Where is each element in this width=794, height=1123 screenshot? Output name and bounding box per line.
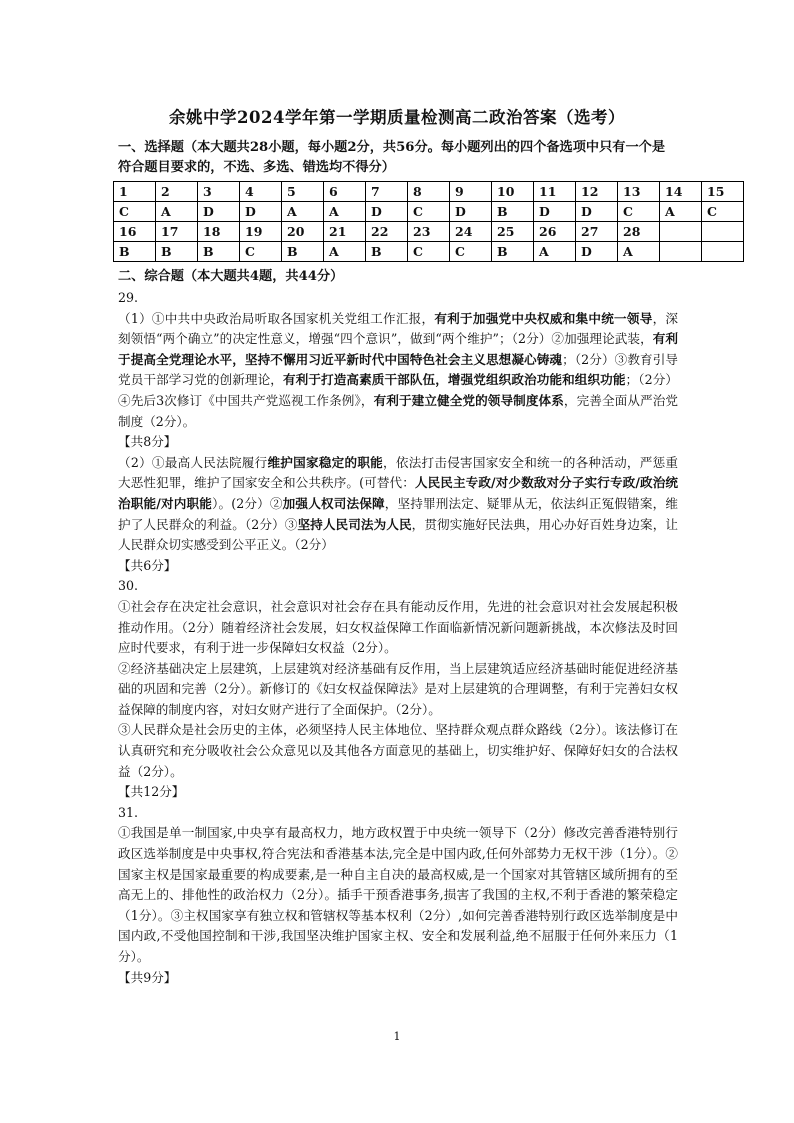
answer-text: ；（2分）④先后3次修订《中国共产党巡视工作条例》， [118,372,679,408]
question-number-cell: 6 [324,182,366,202]
q29-part2-answer [118,453,678,556]
answer-cell: A [156,202,198,222]
section-1-heading: 一、选择题（本大题共28小题，每小题2分，共56分。每小题列出的四个备选项中只有一个是符合题目要求的，不选、多选、错选均不得分） [118,140,666,175]
answer-cell: C [408,202,450,222]
q30-point1: ①社会存在决定社会意识，社会意识对社会存在具有能动反作用，先进的社会意识对社会发展起积极推动作用。（2分）随着经济社会发展，妇女权益保障工作面临新情况新问题新挑战，本次修法及时回应时代要求，有利于进一步保障妇女权益（2分）。 [118,598,678,656]
answer-cell: B [492,202,534,222]
q30-point2: ②经济基础决定上层建筑，上层建筑对经济基础有反作用，当上层建筑适应经济基础时能促进经济基础的巩固和完善（2分）。新修订的《妇女权益保障法》是对上层建筑的合理调整，有利于完善妇女权益保障的制度内容，对妇女财产进行了全面保护。（2分）。 [118,660,678,717]
question-number-cell: 3 [198,182,240,202]
question-number-cell: 14 [660,182,702,202]
answer-cell: D [576,242,618,262]
question-number-cell: 28 [618,222,660,242]
key-point: 人民民主专政/对少数敌对分子实行专政/政治统治职能/对内职能 [118,475,678,511]
answer-table [113,181,744,262]
answer-cell: D [198,202,240,222]
answer-cell: D [366,202,408,222]
answer-cell: C [702,202,744,222]
answer-cell: D [576,202,618,222]
question-number-cell: 20 [282,222,324,242]
question-number: 30. [118,578,139,594]
answer-cell: C [114,202,156,222]
answer-cell [702,242,744,262]
answer-text: ，深刻领悟“两个确立”的决定性意义，增强“四个意识”，做到“两个维护”；（2分）②加强理论武装， [118,310,679,347]
question-number-row [114,222,744,242]
answer-text: （2）①最高人民法院履行 [118,454,268,470]
answer-cell: B [492,242,534,262]
question-number-cell: 26 [534,222,576,242]
question-number-cell: 15 [702,182,744,202]
answer-cell: C [618,202,660,222]
answer-text: （1）①中共中央政治局听取各国家机关党组工作汇报， [118,310,435,326]
key-point: 有利于打造高素质干部队伍，增强党组织政治功能和组织功能 [282,372,626,388]
answer-text: ，完善全面从严治党制度（2分）。 [118,392,679,429]
question-number-cell: 24 [450,222,492,242]
answer-cell: A [660,202,702,222]
answer-cell: D [534,202,576,222]
answer-cell: A [324,242,366,262]
question-number-cell: 2 [156,182,198,202]
answer-cell: B [198,242,240,262]
answer-text: ）。(2分）② [212,495,283,511]
answer-cell [660,242,702,262]
key-point: 有利于提高全党理论水平，坚持不懈用习近平新时代中国特色社会主义思想凝心铸魂 [118,331,679,367]
q30-point3: ③人民群众是社会历史的主体，必须坚持人民主体地位、坚持群众观点群众路线（2分）。该法修订在认真研究和充分吸收社会公众意见以及其他各方面意见的基础上，切实维护好、保障好妇女的合法权益（2分）。 [118,722,678,779]
q29-part2-total: 【共6分】 [118,557,177,573]
question-number-row [114,182,744,202]
key-point: 维护国家稳定的职能 [267,454,384,470]
answer-text: ，贯彻实施好民法典，用心办好百姓身边案，让人民群众切实感受到公平正义。（2分） [118,516,679,553]
key-point: 加强人权司法保障 [282,495,385,511]
answer-cell: A [534,242,576,262]
question-number-cell: 1 [114,182,156,202]
question-number-cell: 12 [576,182,618,202]
question-number-cell: 18 [198,222,240,242]
key-point: 有利于加强党中央权威和集中统一领导 [434,310,653,326]
answer-text: ，坚持罪刑法定、疑罪从无，依法纠正冤假错案，维护了人民群众的利益。（2分）③ [118,495,678,532]
question-number-cell: 11 [534,182,576,202]
question-number-cell: 8 [408,182,450,202]
answer-cell: B [282,242,324,262]
q29-part1-total: 【共8分】 [118,434,177,450]
question-number-cell: 9 [450,182,492,202]
question-number-cell: 16 [114,222,156,242]
answer-row [114,202,744,222]
key-point: 坚持人民司法为人民 [297,516,412,532]
answer-text: ，依法打击侵害国家安全和统一的各种活动，严惩重大恶性犯罪，维护了国家安全和公共秩序。(可替代： [118,454,679,491]
answer-cell: C [240,242,282,262]
question-number-cell: 27 [576,222,618,242]
question-number-cell: 22 [366,222,408,242]
question-number-cell [660,222,702,242]
question-number-cell: 17 [156,222,198,242]
question-number: 31. [118,804,139,820]
answer-cell: C [450,242,492,262]
question-number: 29. [118,290,139,305]
question-number-cell: 10 [492,182,534,202]
question-number-cell: 5 [282,182,324,202]
page-title: 余姚中学2024学年第一学期质量检测高二政治答案（选考） [169,108,625,127]
question-number-cell [702,222,744,242]
key-point: 有利于建立健全党的领导制度体系 [373,392,564,408]
answer-row [114,242,744,262]
question-number-cell: 21 [324,222,366,242]
question-number-cell: 25 [492,222,534,242]
question-number-cell: 7 [366,182,408,202]
question-number-cell: 4 [240,182,282,202]
q30-total: 【共12分】 [118,784,185,800]
q29-part1-answer [118,309,678,433]
question-number-cell: 13 [618,182,660,202]
question-number-cell: 23 [408,222,450,242]
question-29 [118,288,678,988]
answer-cell: A [618,242,660,262]
answer-cell: B [366,242,408,262]
answer-cell: A [282,202,324,222]
page-number: 1 [393,1030,401,1043]
answer-cell: B [114,242,156,262]
answer-cell: D [240,202,282,222]
answer-cell: A [324,202,366,222]
q31-total: 【共9分】 [118,969,177,985]
section-2-heading: 二、综合题（本大题共4题，共44分） [118,269,344,284]
answer-text: ；（2分）③教育引导党员干部学习党的创新理论， [118,351,679,388]
answer-cell: C [408,242,450,262]
q31-answer: ①我国是单一制国家,中央享有最高权力，地方政权置于中央统一领导下（2分）修改完善香港特别行政区选举制度是中央事权,符合宪法和香港基本法,完全是中国内政,任何外部势力无权干涉（1分）。②国家主权是国家最重要的构成要素,是一种自主自决的最高权威,是一个国家对其管辖区域所拥有的至高无上的、排他性的政治权力（2分）。插手干预香港事务,损害了我国的主权,不利于香港的繁荣稳定（1分）。③主权国家享有独立权和管辖权等基本权利（2分）,如何完善香港特别行政区选举制度是中国内政,不受他国控制和干涉,我国坚决维护国家主权、安全和发展利益,绝不屈服于任何外来压力（1分）。 [118,825,678,964]
answer-cell: B [156,242,198,262]
answer-cell: D [450,202,492,222]
question-number-cell: 19 [240,222,282,242]
